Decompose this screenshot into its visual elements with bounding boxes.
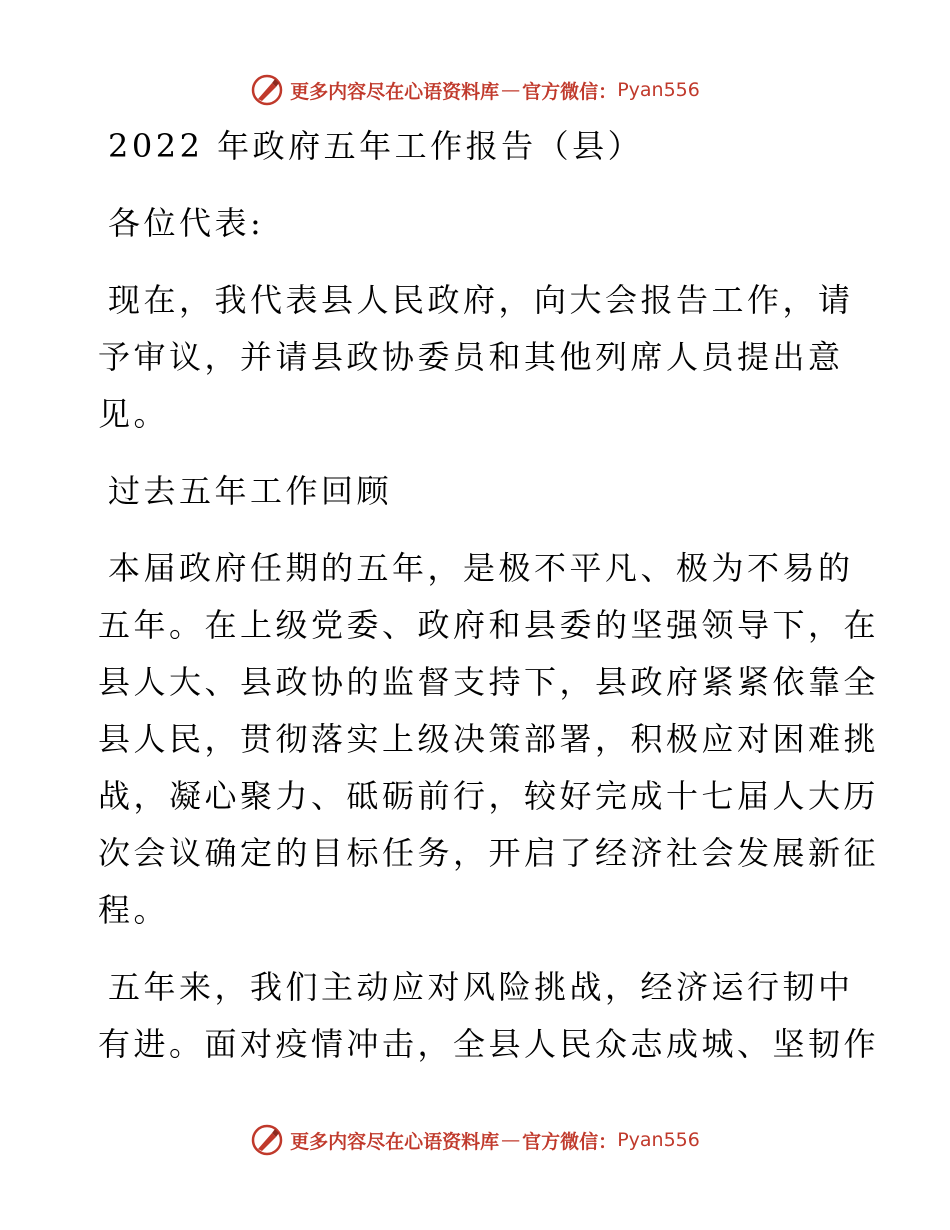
paragraph-line: 五年来，我们主动应对风险挑战，经济运行韧中 — [108, 968, 854, 1006]
achievements-paragraph — [98, 959, 880, 1073]
section-heading: 过去五年工作回顾 — [108, 472, 393, 510]
paragraph-line: 现在，我代表县人民政府，向大会报告工作，请 — [108, 281, 854, 319]
paragraph-line: 县人民，贯彻落实上级决策部署，积极应对困难挑 — [98, 720, 880, 758]
watermark-wechat-label: 官方微信： — [522, 1130, 618, 1153]
pen-logo-icon — [250, 73, 284, 107]
watermark-separator: — — [501, 79, 521, 101]
pen-logo-icon — [250, 1123, 284, 1157]
watermark-text: 更多内容尽在心语资料库 — [290, 1130, 500, 1153]
header-watermark — [0, 70, 950, 110]
document-title: 2022 年政府五年工作报告（县） — [108, 127, 644, 165]
watermark-wechat-label: 官方微信： — [522, 80, 618, 103]
paragraph-line: 县人大、县政协的监督支持下，县政府紧紧依靠全 — [98, 663, 880, 701]
paragraph-line: 有进。面对疫情冲击，全县人民众志成城、坚韧作 — [98, 1025, 880, 1063]
paragraph-line: 见。 — [98, 395, 170, 433]
watermark-text: 更多内容尽在心语资料库 — [290, 80, 500, 103]
watermark-wechat-id: Pyan556 — [617, 1129, 700, 1151]
intro-paragraph — [98, 272, 858, 443]
document-body — [98, 118, 880, 1073]
salutation: 各位代表: — [108, 204, 265, 242]
watermark-separator: — — [501, 1129, 521, 1151]
paragraph-line: 五年。在上级党委、政府和县委的坚强领导下，在 — [98, 606, 880, 644]
paragraph-line: 战，凝心聚力、砥砺前行，较好完成十七届人大历 — [98, 777, 880, 815]
paragraph-line: 本届政府任期的五年，是极不平凡、极为不易的 — [108, 549, 854, 587]
footer-watermark — [0, 1120, 950, 1160]
review-paragraph — [98, 540, 880, 939]
watermark-wechat-id: Pyan556 — [617, 79, 700, 101]
paragraph-line: 程。 — [98, 891, 170, 929]
paragraph-line: 次会议确定的目标任务，开启了经济社会发展新征 — [98, 834, 880, 872]
paragraph-line: 予审议，并请县政协委员和其他列席人员提出意 — [98, 338, 844, 376]
